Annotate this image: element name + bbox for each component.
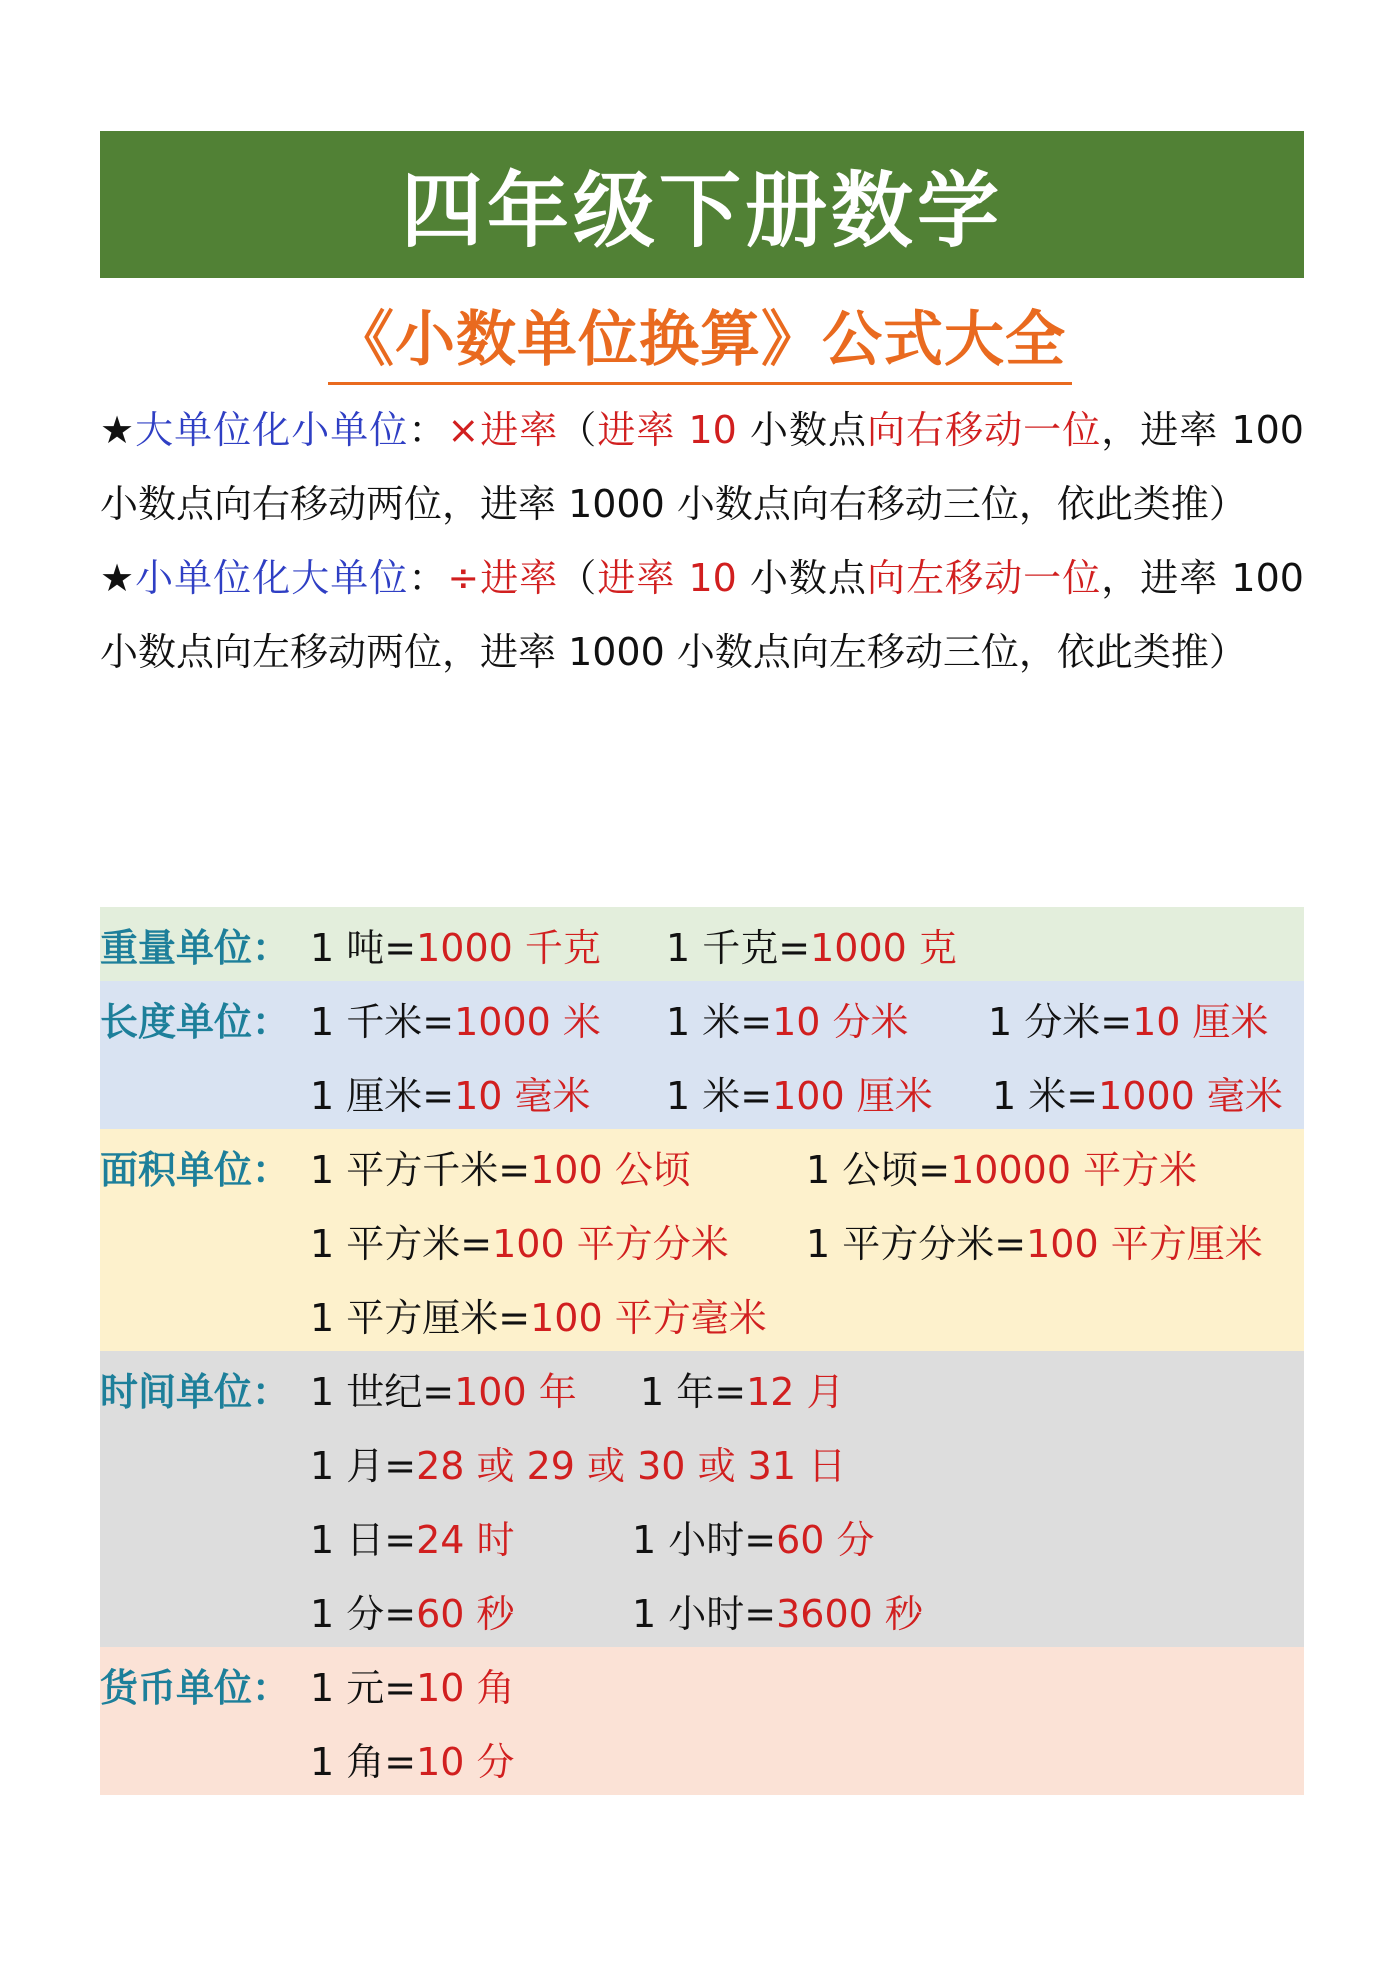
section-label-time: 时间单位：	[100, 1369, 291, 1414]
unit-lhs: 1 米=	[992, 1073, 1099, 1118]
section-length	[100, 981, 1304, 1129]
unit-item	[806, 1139, 1197, 1194]
rule-open-paren: （	[558, 408, 598, 452]
unit-lhs: 1 公顷=	[806, 1147, 951, 1192]
unit-item	[310, 1435, 846, 1490]
table-row	[100, 1499, 1304, 1573]
rule-rest: ，进率 100 小数点向左移动两位，进率 1000 小数点向左移动三位，依此类推）	[100, 556, 1304, 674]
unit-rhs: 1000 毫米	[1098, 1073, 1283, 1118]
unit-lhs: 1 小时=	[632, 1591, 777, 1636]
unit-rhs: 10 角	[416, 1665, 515, 1710]
table-row	[100, 1277, 1304, 1351]
section-time	[100, 1351, 1304, 1647]
unit-item	[310, 1065, 591, 1120]
rule-rate: 进率 10	[597, 408, 737, 452]
unit-item	[310, 1361, 577, 1416]
rule-small-to-big	[100, 541, 1304, 689]
conversion-rules	[100, 393, 1304, 689]
unit-item	[310, 1583, 515, 1638]
unit-rhs: 10000 平方米	[950, 1147, 1198, 1192]
table-row	[100, 981, 1304, 1055]
rule-heading: 大单位化小单位	[135, 408, 409, 452]
section-label-money: 货币单位：	[100, 1665, 291, 1710]
unit-rhs: 10 厘米	[1132, 999, 1269, 1044]
table-row	[100, 907, 1304, 981]
unit-item	[310, 917, 601, 972]
unit-item	[310, 991, 601, 1046]
section-label-weight: 重量单位：	[100, 925, 291, 970]
rule-decimal: 小数点	[736, 408, 868, 452]
unit-item	[310, 1509, 515, 1564]
unit-lhs: 1 千米=	[310, 999, 455, 1044]
unit-rhs: 100 平方毫米	[530, 1295, 767, 1340]
unit-lhs: 1 平方千米=	[310, 1147, 531, 1192]
section-weight	[100, 907, 1304, 981]
section-money	[100, 1647, 1304, 1795]
rule-colon: ：	[408, 408, 448, 452]
unit-lhs: 1 元=	[310, 1665, 417, 1710]
unit-item	[666, 991, 909, 1046]
table-row	[100, 1129, 1304, 1203]
unit-rhs: 10 分	[416, 1739, 515, 1784]
unit-item	[310, 1657, 515, 1712]
unit-item	[632, 1509, 875, 1564]
unit-lhs: 1 米=	[666, 999, 773, 1044]
unit-item	[310, 1287, 767, 1342]
unit-item	[992, 1065, 1283, 1120]
subtitle-wrap	[0, 292, 1400, 385]
star-icon: ★	[100, 408, 136, 452]
rule-heading: 小单位化大单位	[135, 556, 409, 600]
rule-rest: ，进率 100 小数点向右移动两位，进率 1000 小数点向右移动三位，依此类推）	[100, 408, 1304, 526]
unit-lhs: 1 日=	[310, 1517, 417, 1562]
title-banner	[100, 131, 1304, 278]
unit-lhs: 1 平方分米=	[806, 1221, 1027, 1266]
unit-rhs: 3600 秒	[776, 1591, 923, 1636]
unit-rhs: 100 公顷	[530, 1147, 691, 1192]
rule-operation: ÷进率	[447, 556, 559, 600]
table-row	[100, 1721, 1304, 1795]
page-subtitle: 《小数单位换算》公式大全	[328, 292, 1072, 385]
unit-rhs: 100 平方厘米	[1026, 1221, 1263, 1266]
table-row	[100, 1425, 1304, 1499]
unit-lhs: 1 吨=	[310, 925, 417, 970]
unit-rhs: 100 厘米	[772, 1073, 933, 1118]
unit-rhs: 1000 千克	[416, 925, 601, 970]
rule-rate: 进率 10	[597, 556, 737, 600]
section-label-length: 长度单位：	[100, 999, 291, 1044]
page-title: 四年级下册数学	[400, 164, 1003, 259]
unit-rhs: 24 时	[416, 1517, 515, 1562]
section-label-area: 面积单位：	[100, 1147, 291, 1192]
unit-lhs: 1 分米=	[988, 999, 1133, 1044]
unit-item	[640, 1361, 845, 1416]
table-row	[100, 1573, 1304, 1647]
unit-rhs: 100 年	[454, 1369, 577, 1414]
unit-lhs: 1 厘米=	[310, 1073, 455, 1118]
unit-lhs: 1 分=	[310, 1591, 417, 1636]
unit-rhs: 28 或 29 或 30 或 31 日	[416, 1443, 847, 1488]
unit-lhs: 1 世纪=	[310, 1369, 455, 1414]
unit-item	[666, 1065, 933, 1120]
unit-lhs: 1 角=	[310, 1739, 417, 1784]
rule-open-paren: （	[558, 556, 598, 600]
unit-lhs: 1 千克=	[666, 925, 811, 970]
unit-rhs: 60 分	[776, 1517, 875, 1562]
table-row	[100, 1351, 1304, 1425]
rule-decimal: 小数点	[736, 556, 868, 600]
rule-big-to-small	[100, 393, 1304, 541]
unit-item	[310, 1139, 691, 1194]
unit-table	[100, 907, 1304, 1795]
star-icon: ★	[100, 556, 136, 600]
unit-item	[632, 1583, 923, 1638]
rule-direction: 向右移动一位	[867, 408, 1102, 452]
unit-rhs: 100 平方分米	[492, 1221, 729, 1266]
table-row	[100, 1647, 1304, 1721]
unit-lhs: 1 小时=	[632, 1517, 777, 1562]
unit-item	[310, 1731, 515, 1786]
unit-rhs: 60 秒	[416, 1591, 515, 1636]
unit-rhs: 1000 米	[454, 999, 601, 1044]
rule-direction: 向左移动一位	[867, 556, 1102, 600]
unit-lhs: 1 月=	[310, 1443, 417, 1488]
unit-item	[988, 991, 1269, 1046]
unit-rhs: 12 月	[746, 1369, 845, 1414]
rule-colon: ：	[408, 556, 448, 600]
unit-rhs: 1000 克	[810, 925, 957, 970]
table-row	[100, 1203, 1304, 1277]
table-row	[100, 1055, 1304, 1129]
unit-item	[310, 1213, 729, 1268]
unit-item	[806, 1213, 1263, 1268]
unit-rhs: 10 毫米	[454, 1073, 591, 1118]
unit-lhs: 1 年=	[640, 1369, 747, 1414]
unit-rhs: 10 分米	[772, 999, 909, 1044]
unit-lhs: 1 平方厘米=	[310, 1295, 531, 1340]
rule-operation: ×进率	[447, 408, 559, 452]
unit-item	[666, 917, 957, 972]
unit-lhs: 1 平方米=	[310, 1221, 493, 1266]
unit-lhs: 1 米=	[666, 1073, 773, 1118]
section-area	[100, 1129, 1304, 1351]
